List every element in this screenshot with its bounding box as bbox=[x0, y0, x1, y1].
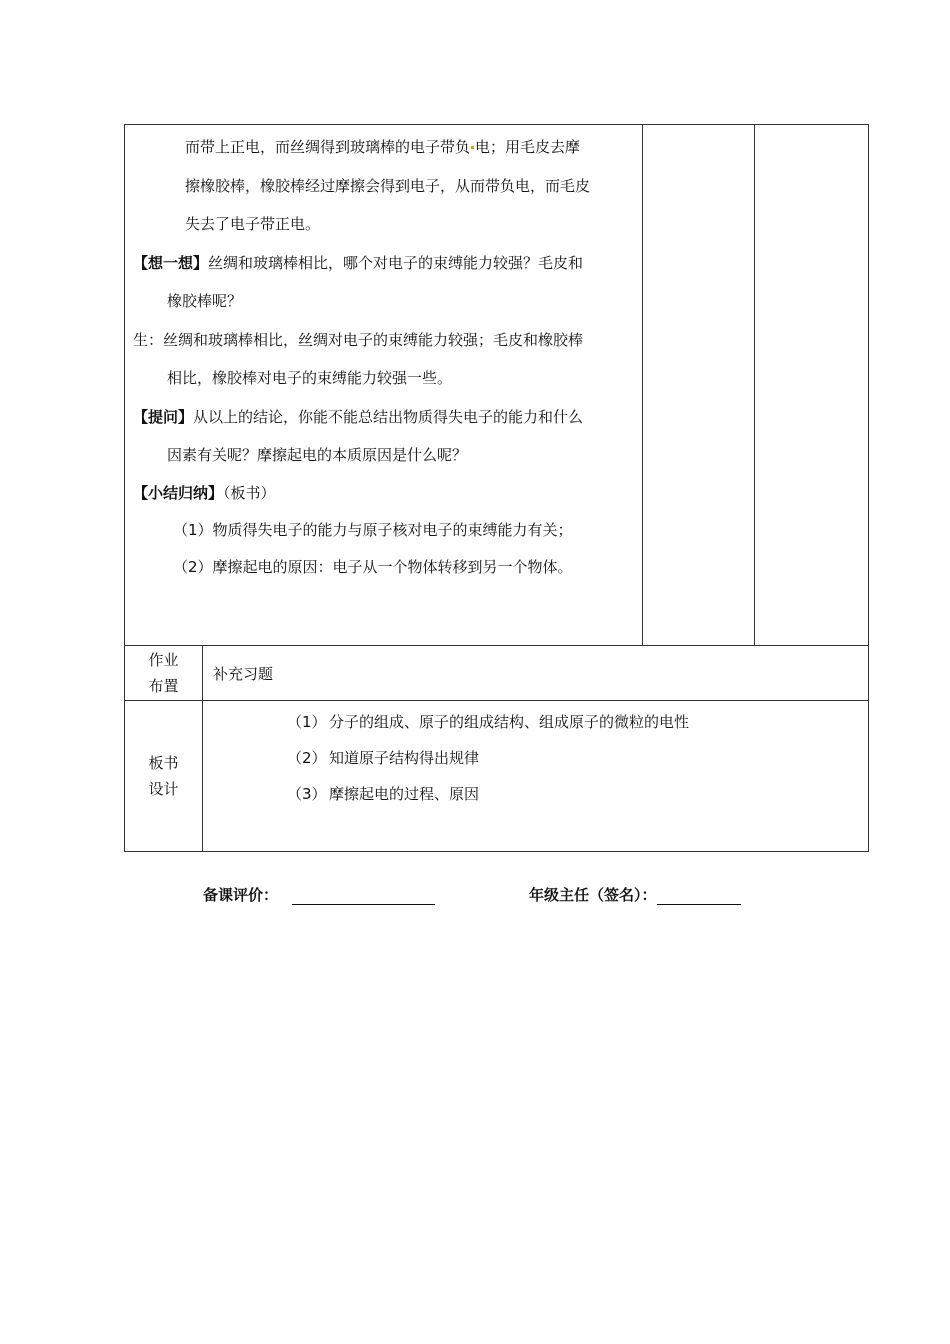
think-tag: 【想一想】 bbox=[133, 253, 209, 272]
board-item-3: （3） 摩擦起电的过程、原因 bbox=[287, 785, 480, 803]
homework-label: 作业 布置 bbox=[125, 646, 203, 701]
orange-dot-mark bbox=[471, 146, 474, 149]
content-line-8: 【提问】从以上的结论，你能不能总结出物质得失电子的能力和什么 bbox=[133, 407, 584, 426]
empty-column-cell-1 bbox=[643, 125, 755, 646]
content-line-5: 橡胶棒呢？ bbox=[167, 292, 243, 310]
board-item-2: （2） 知道原子结构得出规律 bbox=[287, 749, 480, 767]
empty-column-cell-2 bbox=[755, 125, 869, 646]
summary-tag: 【小结归纳】 bbox=[133, 483, 224, 502]
content-line-11: （1）物质得失电子的能力与原子核对电子的束缚能力有关； bbox=[173, 520, 573, 539]
content-line-12: （2）摩擦起电的原因：电子从一个物体转移到另一个物体。 bbox=[173, 557, 573, 576]
prep-evaluation: 备课评价： bbox=[203, 884, 435, 905]
content-line-1: 而带上正电，而丝绸得到玻璃棒的电子带负 电；用毛皮去摩 bbox=[185, 138, 581, 156]
teaching-process-cell bbox=[125, 125, 643, 646]
grade-director-signature: 年级主任（签名）： bbox=[529, 884, 741, 905]
content-line-9: 因素有关呢？摩擦起电的本质原因是什么呢？ bbox=[167, 446, 468, 464]
content-line-7: 相比，橡胶棒对电子的束缚能力较强一些。 bbox=[167, 369, 453, 387]
content-line-2: 擦橡胶棒，橡胶棒经过摩擦会得到电子，从而带负电，而毛皮 bbox=[185, 176, 591, 195]
content-line-6: 生：丝绸和玻璃棒相比，丝绸对电子的束缚能力较强；毛皮和橡胶棒 bbox=[133, 330, 584, 349]
evaluation-blank-line bbox=[292, 888, 435, 905]
homework-content: 补充习题 bbox=[203, 646, 869, 701]
board-item-1: （1） 分子的组成、原子的组成结构、组成原子的微粒的电性 bbox=[287, 713, 690, 731]
signature-blank-line bbox=[657, 888, 741, 905]
content-line-3: 失去了电子带正电。 bbox=[185, 215, 321, 233]
board-design-content bbox=[203, 701, 869, 852]
board-design-label: 板书 设计 bbox=[125, 701, 203, 852]
question-tag: 【提问】 bbox=[133, 407, 194, 426]
content-line-4: 【想一想】丝绸和玻璃棒相比，哪个对电子的束缚能力较强？毛皮和 bbox=[133, 253, 584, 272]
content-line-10: 【小结归纳】（板书） bbox=[133, 483, 276, 502]
lesson-plan-table bbox=[124, 124, 869, 852]
